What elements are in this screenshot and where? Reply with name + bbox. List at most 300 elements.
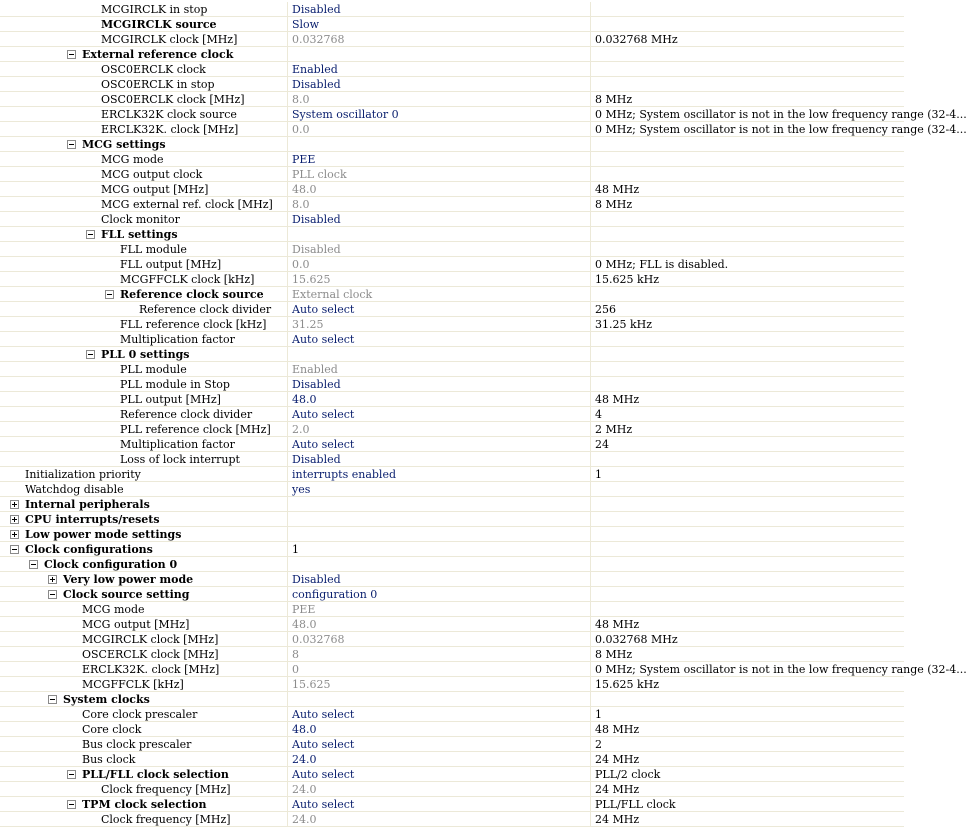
property-value-cell[interactable] [288,152,591,167]
property-info-cell [591,302,904,317]
property-value[interactable]: Disabled [292,3,341,16]
property-row[interactable] [0,332,904,347]
property-info-cell [591,242,904,257]
property-info-cell [591,47,904,62]
property-label: OSC0ERCLK clock [101,63,206,76]
property-row[interactable] [0,512,904,527]
property-row[interactable] [0,587,904,602]
property-row[interactable] [0,392,904,407]
property-value-cell[interactable] [288,197,591,212]
property-name-cell [0,677,288,692]
property-value-cell[interactable] [288,362,591,377]
property-name-cell [0,452,288,467]
property-row[interactable] [0,92,904,107]
property-row[interactable] [0,782,904,797]
property-label: Bus clock prescaler [82,738,192,751]
property-value[interactable]: System oscillator 0 [292,108,399,121]
property-value-cell[interactable] [288,527,591,542]
property-info-cell [591,512,904,527]
property-value-cell[interactable] [288,242,591,257]
property-value[interactable]: 15.625 [292,273,331,286]
property-name-cell [0,212,288,227]
property-row[interactable] [0,152,904,167]
property-value[interactable]: 48.0 [292,723,317,736]
property-value[interactable]: 2.0 [292,423,310,436]
collapse-icon[interactable] [105,290,114,299]
collapse-icon[interactable] [10,545,19,554]
property-label: MCGFFCLK [kHz] [82,678,184,691]
property-value-cell[interactable] [288,227,591,242]
property-info-cell [591,317,904,332]
property-info: 1 [595,468,602,481]
collapse-icon[interactable] [29,560,38,569]
property-label: Clock frequency [MHz] [101,813,231,826]
property-name-cell [0,362,288,377]
property-row[interactable] [0,707,904,722]
property-info-cell [591,287,904,302]
property-value-cell[interactable] [288,782,591,797]
property-row[interactable] [0,572,904,587]
property-row[interactable] [0,212,904,227]
property-value-cell[interactable] [288,92,591,107]
property-info: 0.032768 MHz [595,33,678,46]
property-row[interactable] [0,167,904,182]
property-name-cell [0,542,288,557]
property-value[interactable]: Auto select [292,738,355,751]
property-row[interactable] [0,647,904,662]
property-info: 0 MHz; System oscillator is not in the low frequency range (32-4... [595,663,967,676]
property-label: Initialization priority [25,468,141,481]
property-row[interactable] [0,2,904,17]
property-info-cell [591,632,904,647]
collapse-icon[interactable] [67,50,76,59]
property-value-cell[interactable] [288,602,591,617]
property-value-cell[interactable] [288,182,591,197]
property-row[interactable] [0,347,904,362]
property-row[interactable] [0,662,967,677]
property-value-cell[interactable] [288,257,591,272]
property-name-cell [0,512,288,527]
property-row[interactable] [0,722,904,737]
property-info-cell [591,707,904,722]
property-label: Reference clock divider [139,303,272,316]
property-info-cell [591,377,904,392]
property-row[interactable] [0,737,904,752]
property-value-cell[interactable] [288,617,591,632]
property-value-cell[interactable] [288,437,591,452]
property-name-cell [0,77,288,92]
property-row[interactable] [0,632,904,647]
property-value-cell[interactable] [288,797,591,812]
property-label: PLL 0 settings [101,348,190,361]
property-info-cell [591,527,904,542]
property-row[interactable] [0,797,904,812]
property-row[interactable] [0,377,904,392]
property-row[interactable] [0,677,904,692]
property-value-cell[interactable] [288,647,591,662]
property-label: Reference clock source [120,288,264,301]
property-value-cell[interactable] [288,407,591,422]
property-info-cell [591,422,904,437]
property-row[interactable] [0,527,904,542]
property-row[interactable] [0,407,904,422]
property-info: 0 MHz; FLL is disabled. [595,258,729,271]
property-value[interactable]: Disabled [292,213,341,226]
property-value-cell[interactable] [288,587,591,602]
property-name-cell [0,557,288,572]
property-info: 15.625 kHz [595,273,660,286]
property-info: 24 MHz [595,783,640,796]
property-value-cell[interactable] [288,332,591,347]
property-info: 48 MHz [595,393,640,406]
property-value-cell[interactable] [288,107,591,122]
property-row[interactable] [0,482,904,497]
expand-icon[interactable] [10,530,19,539]
collapse-icon[interactable] [67,140,76,149]
property-info-cell [591,362,904,377]
property-row[interactable] [0,302,904,317]
property-value[interactable]: Disabled [292,573,341,586]
property-label: FLL output [MHz] [120,258,222,271]
property-info-cell [591,227,904,242]
property-value[interactable]: Disabled [292,378,341,391]
property-name-cell [0,707,288,722]
property-value-cell[interactable] [288,662,591,677]
property-row[interactable] [0,182,904,197]
property-row[interactable] [0,557,904,572]
property-value[interactable]: Disabled [292,78,341,91]
property-value[interactable]: 48.0 [292,618,317,631]
property-name-cell [0,227,288,242]
property-name-cell [0,587,288,602]
property-value[interactable]: Enabled [292,63,338,76]
property-row[interactable] [0,137,904,152]
property-info-cell [591,152,904,167]
property-row[interactable] [0,242,904,257]
property-value[interactable]: 24.0 [292,753,317,766]
property-value[interactable]: 48.0 [292,183,317,196]
property-label: Core clock [82,723,142,736]
property-value-cell[interactable] [288,32,591,47]
property-value-cell[interactable] [288,392,591,407]
property-name-cell [0,392,288,407]
property-row[interactable] [0,47,904,62]
property-row[interactable] [0,602,904,617]
property-value-cell[interactable] [288,377,591,392]
property-value-cell[interactable] [288,572,591,587]
property-name-cell [0,107,288,122]
property-name-cell [0,767,288,782]
property-row[interactable] [0,617,904,632]
property-value-cell[interactable] [288,452,591,467]
property-name-cell [0,317,288,332]
property-row[interactable] [0,77,904,92]
property-info: 256 [595,303,616,316]
property-label: ERCLK32K. clock [MHz] [82,663,220,676]
property-name-cell [0,662,288,677]
property-label: Internal peripherals [25,498,150,511]
property-info-cell [591,332,904,347]
property-value-cell[interactable] [288,302,591,317]
property-info-cell [591,467,904,482]
property-info-cell [591,392,904,407]
property-info-cell [591,347,904,362]
property-label: FLL module [120,243,187,256]
property-info-cell [591,437,904,452]
property-value-cell[interactable] [288,707,591,722]
property-name-cell [0,752,288,767]
property-label: MCG output [MHz] [82,618,190,631]
property-value[interactable]: External clock [292,288,373,301]
property-info-cell [591,272,904,287]
property-info-cell [591,647,904,662]
property-label: Clock monitor [101,213,180,226]
property-info: 0 MHz; System oscillator is not in the low frequency range (32-4... [595,123,967,136]
property-label: MCG mode [101,153,164,166]
property-value[interactable]: 1 [292,543,299,556]
property-info-cell [591,452,904,467]
property-label: Clock configurations [25,543,153,556]
property-info-cell [591,137,904,152]
property-info: 48 MHz [595,723,640,736]
property-value-cell[interactable] [288,812,591,827]
property-info-cell [591,557,904,572]
property-name-cell [0,482,288,497]
property-label: Reference clock divider [120,408,253,421]
property-info-cell [591,737,904,752]
property-row[interactable] [0,452,904,467]
property-row[interactable] [0,752,904,767]
property-value-cell[interactable] [288,482,591,497]
property-label: Very low power mode [63,573,194,586]
property-row[interactable] [0,422,904,437]
property-info-cell [591,782,904,797]
property-label: MCG external ref. clock [MHz] [101,198,273,211]
property-value[interactable]: Auto select [292,438,355,451]
property-info-cell [591,542,904,557]
expand-icon[interactable] [10,500,19,509]
property-value-cell[interactable] [288,557,591,572]
property-value[interactable]: 0 [292,663,299,676]
property-label: Multiplication factor [120,438,235,451]
property-value[interactable]: yes [292,483,311,496]
property-row[interactable] [0,62,904,77]
property-value-cell[interactable] [288,677,591,692]
property-name-cell [0,437,288,452]
property-value-cell[interactable] [288,422,591,437]
property-label: ERCLK32K clock source [101,108,237,121]
property-name-cell [0,272,288,287]
property-value[interactable]: interrupts enabled [292,468,397,481]
property-info-cell [591,692,904,707]
property-name-cell [0,737,288,752]
property-info: 2 [595,738,602,751]
collapse-icon[interactable] [86,350,95,359]
property-row[interactable] [0,197,904,212]
property-info-cell [591,2,904,17]
property-value-cell[interactable] [288,317,591,332]
property-value[interactable]: Disabled [292,453,341,466]
property-info-cell [591,92,904,107]
property-row[interactable] [0,767,904,782]
property-label: Clock frequency [MHz] [101,783,231,796]
property-value-cell[interactable] [288,212,591,227]
property-value-cell[interactable] [288,122,591,137]
property-value-cell[interactable] [288,767,591,782]
property-value-cell[interactable] [288,272,591,287]
property-row[interactable] [0,287,904,302]
expand-icon[interactable] [10,515,19,524]
property-info-cell [591,167,904,182]
property-value[interactable]: 0.0 [292,258,310,271]
property-value[interactable]: PEE [292,603,316,616]
property-name-cell [0,377,288,392]
property-value-cell[interactable] [288,62,591,77]
property-label: FLL reference clock [kHz] [120,318,267,331]
property-value-cell[interactable] [288,632,591,647]
property-name-cell [0,257,288,272]
property-value[interactable]: Slow [292,18,320,31]
property-value-cell[interactable] [288,47,591,62]
property-value[interactable]: 31.25 [292,318,324,331]
property-info: 8 MHz [595,648,633,661]
property-value-cell[interactable] [288,77,591,92]
property-name-cell [0,47,288,62]
property-name-cell [0,467,288,482]
property-info: PLL/2 clock [595,768,661,781]
property-value-cell[interactable] [288,167,591,182]
property-value[interactable]: configuration 0 [292,588,378,601]
property-name-cell [0,2,288,17]
property-label: MCG output [MHz] [101,183,209,196]
property-value[interactable]: Enabled [292,363,338,376]
property-row[interactable] [0,317,904,332]
property-row[interactable] [0,107,967,122]
property-row[interactable] [0,272,904,287]
property-value[interactable]: 8.0 [292,198,310,211]
property-row[interactable] [0,32,904,47]
property-info-cell [591,107,967,122]
property-row[interactable] [0,257,904,272]
property-value[interactable]: Auto select [292,768,355,781]
property-row[interactable] [0,362,904,377]
property-value[interactable]: Auto select [292,798,355,811]
property-info-cell [591,497,904,512]
property-info: 24 MHz [595,753,640,766]
property-value-cell[interactable] [288,692,591,707]
property-value[interactable]: PEE [292,153,316,166]
property-value[interactable]: Auto select [292,303,355,316]
property-row[interactable] [0,467,904,482]
property-value[interactable]: 0.0 [292,123,310,136]
property-info-cell [591,767,904,782]
property-value-cell[interactable] [288,497,591,512]
property-label: Low power mode settings [25,528,182,541]
property-name-cell [0,152,288,167]
property-label: External reference clock [82,48,234,61]
property-value-cell[interactable] [288,722,591,737]
property-name-cell [0,797,288,812]
property-value-cell[interactable] [288,2,591,17]
property-name-cell [0,197,288,212]
collapse-icon[interactable] [67,800,76,809]
property-value-cell[interactable] [288,467,591,482]
property-value[interactable]: PLL clock [292,168,347,181]
property-row[interactable] [0,17,904,32]
property-value[interactable]: 8 [292,648,299,661]
collapse-icon[interactable] [86,230,95,239]
property-row[interactable] [0,692,904,707]
property-name-cell [0,497,288,512]
property-name-cell [0,632,288,647]
property-row[interactable] [0,497,904,512]
collapse-icon[interactable] [67,770,76,779]
collapse-icon[interactable] [48,590,57,599]
property-value-cell[interactable] [288,137,591,152]
collapse-icon[interactable] [48,695,57,704]
property-info-cell [591,752,904,767]
property-value-cell[interactable] [288,17,591,32]
property-label: MCGIRCLK source [101,18,217,31]
property-label: PLL module [120,363,187,376]
property-row[interactable] [0,542,904,557]
property-row[interactable] [0,437,904,452]
property-value[interactable]: 48.0 [292,393,317,406]
property-value[interactable]: 24.0 [292,813,317,826]
property-value[interactable]: Auto select [292,333,355,346]
expand-icon[interactable] [48,575,57,584]
property-row[interactable] [0,227,904,242]
property-value[interactable]: Auto select [292,408,355,421]
property-name-cell [0,422,288,437]
property-name-cell [0,332,288,347]
property-name-cell [0,182,288,197]
property-info: 48 MHz [595,618,640,631]
property-label: Bus clock [82,753,136,766]
property-value[interactable]: 0.032768 [292,633,345,646]
property-label: OSCERCLK clock [MHz] [82,648,219,661]
property-info-cell [591,197,904,212]
property-value-cell[interactable] [288,737,591,752]
property-label: Multiplication factor [120,333,235,346]
property-value-cell[interactable] [288,287,591,302]
property-name-cell [0,122,288,137]
property-label: TPM clock selection [82,798,207,811]
property-label: PLL output [MHz] [120,393,221,406]
property-info: 48 MHz [595,183,640,196]
property-row[interactable] [0,812,904,827]
property-value[interactable]: 0.032768 [292,33,345,46]
property-label: System clocks [63,693,150,706]
property-info-cell [591,677,904,692]
property-info: 8 MHz [595,93,633,106]
property-row[interactable] [0,122,967,137]
property-value-cell[interactable] [288,542,591,557]
property-name-cell [0,572,288,587]
property-value[interactable]: 15.625 [292,678,331,691]
property-value[interactable]: Auto select [292,708,355,721]
property-name-cell [0,527,288,542]
property-value-cell[interactable] [288,347,591,362]
property-value[interactable]: 24.0 [292,783,317,796]
property-name-cell [0,62,288,77]
property-value[interactable]: 8.0 [292,93,310,106]
property-value[interactable]: Disabled [292,243,341,256]
property-value-cell[interactable] [288,512,591,527]
property-label: PLL module in Stop [120,378,230,391]
property-info-cell [591,407,904,422]
property-value-cell[interactable] [288,752,591,767]
